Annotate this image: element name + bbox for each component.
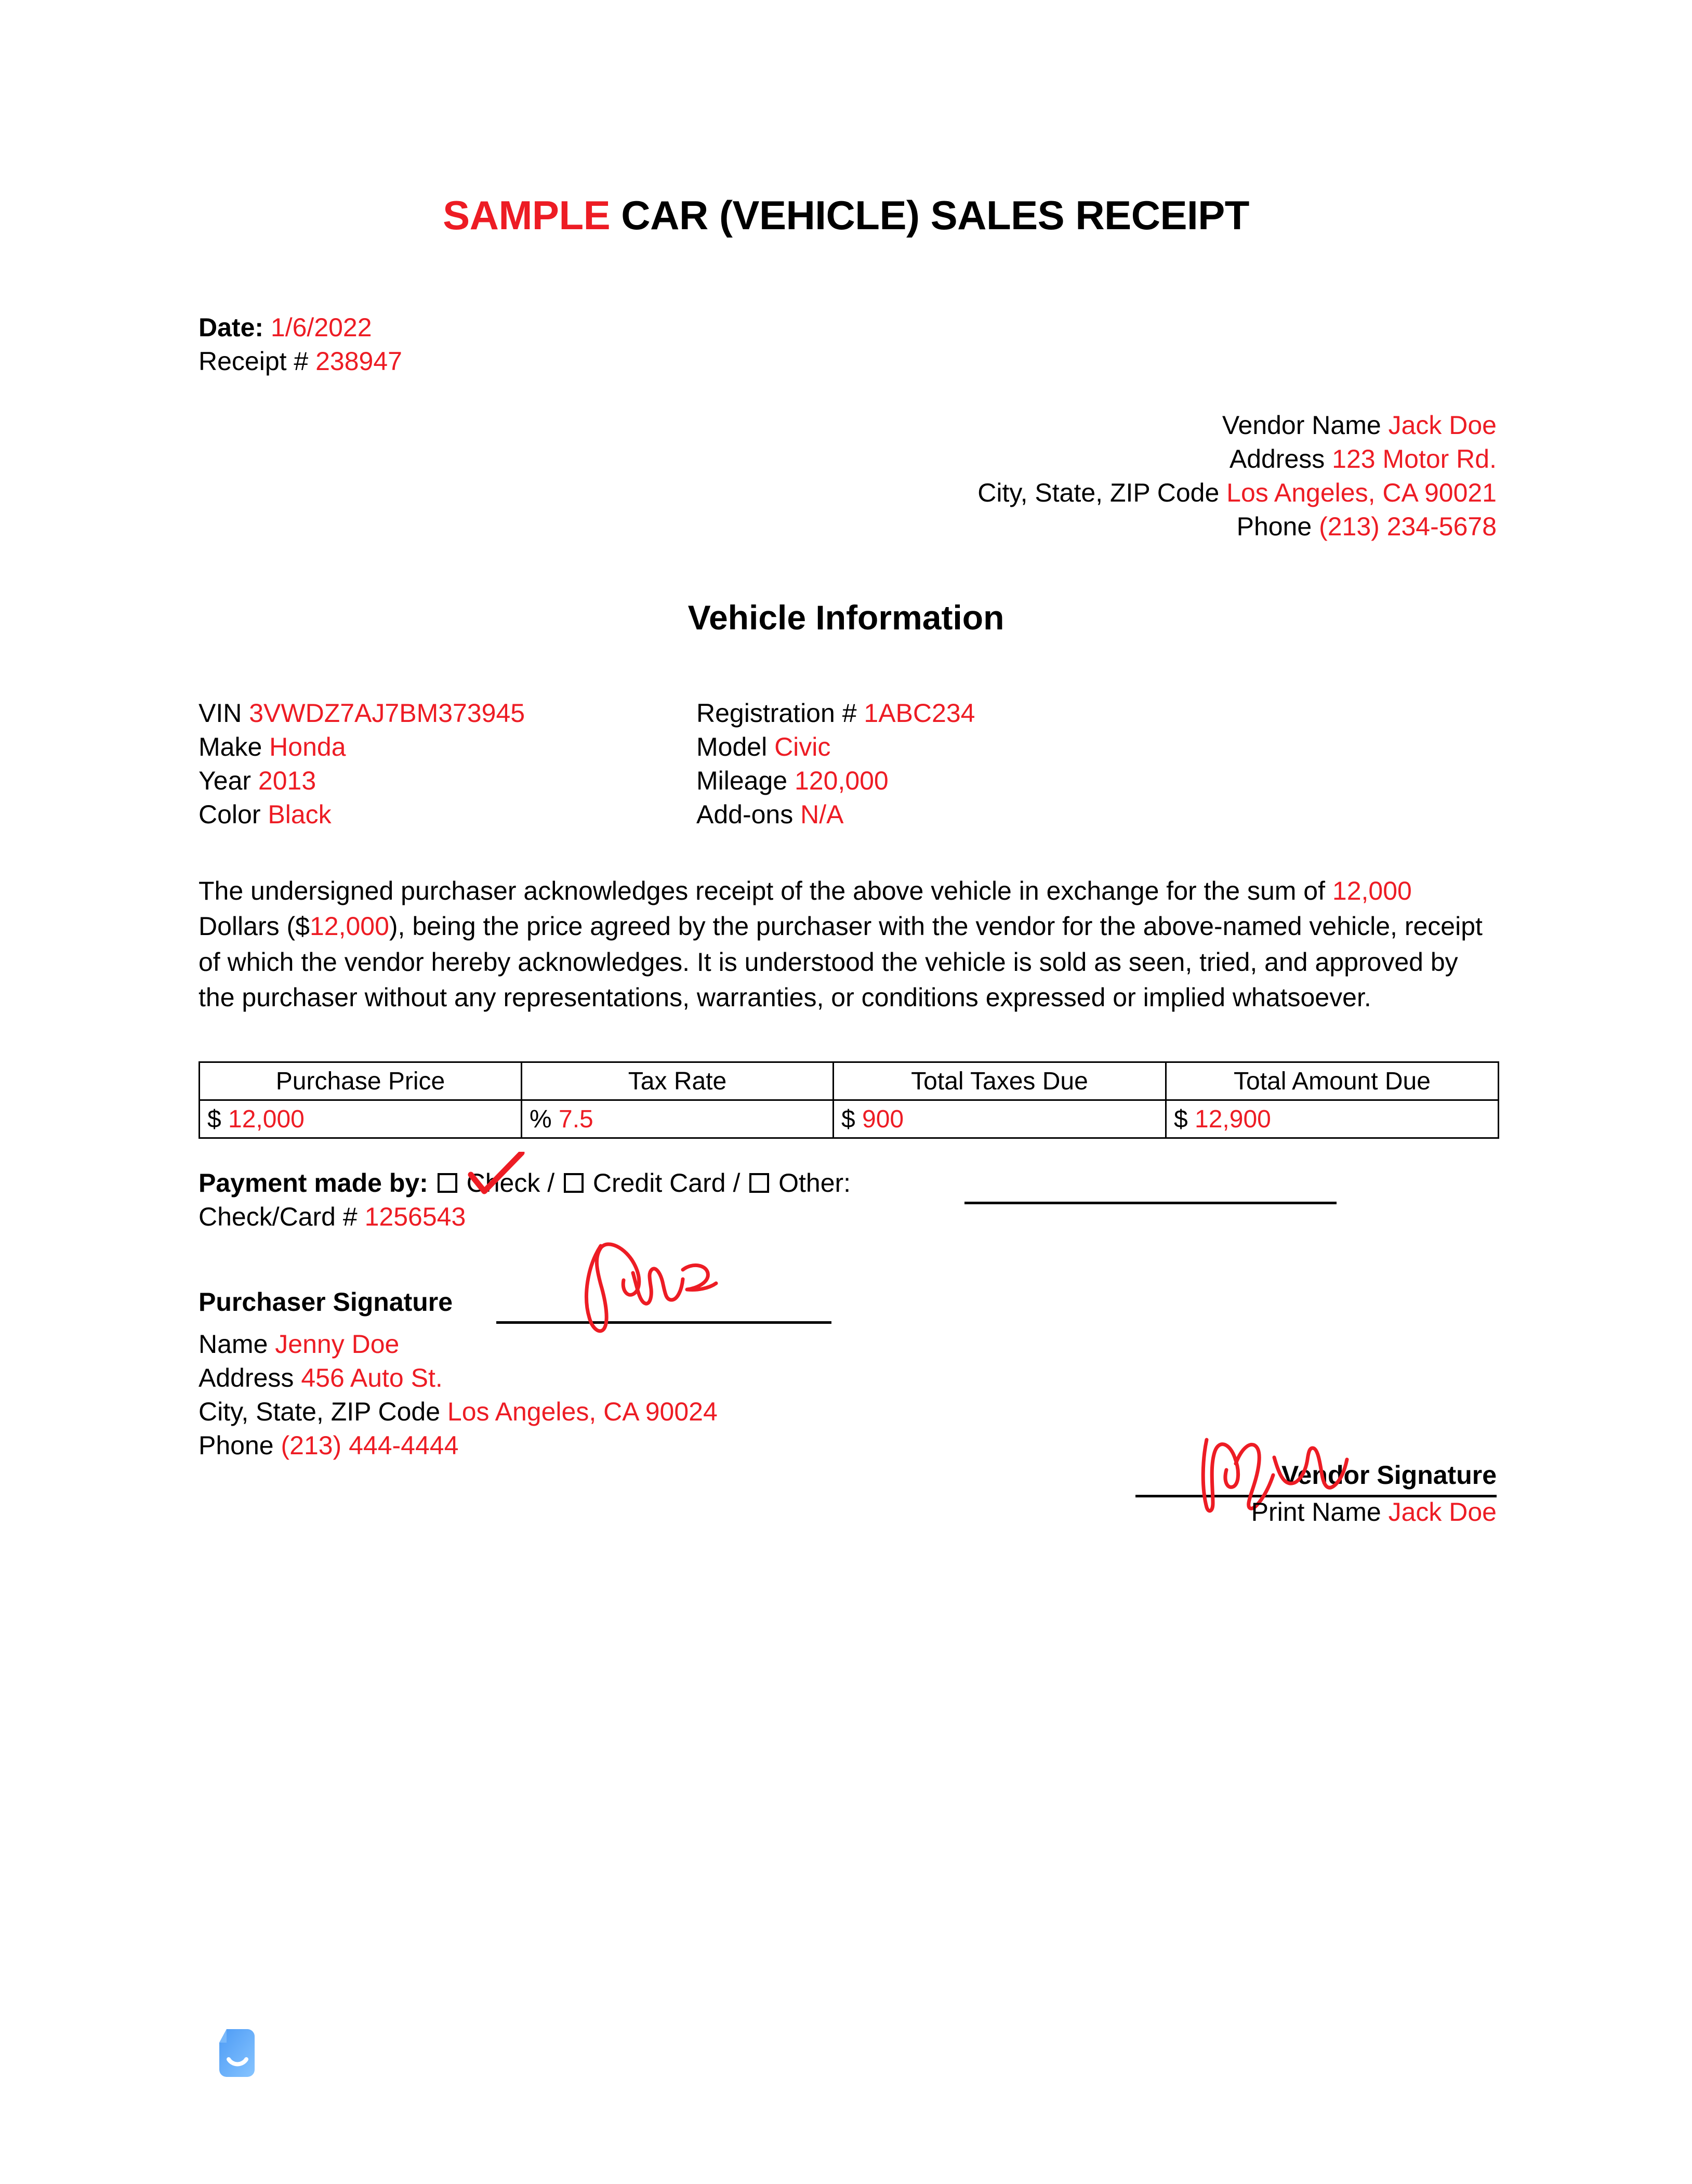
vendor-print-name-row: [769, 1497, 1497, 1527]
vendor-phone-label: Phone: [1236, 512, 1319, 541]
vendor-signature-block: [873, 1458, 1497, 1492]
purchaser-signature-label: Purchaser Signature: [199, 1287, 453, 1317]
vendor-address-row: [977, 442, 1497, 476]
purchaser-address-label: Address: [199, 1363, 301, 1392]
purchaser-signature-line[interactable]: [496, 1321, 831, 1324]
receipt-meta: [199, 311, 402, 378]
vendor-address-value: 123 Motor Rd.: [1332, 444, 1497, 473]
make-field: [199, 730, 696, 764]
make-label: Make: [199, 732, 270, 761]
option-check-label: Check /: [459, 1168, 562, 1198]
year-label: Year: [199, 766, 258, 795]
year-field: [199, 764, 696, 798]
vendor-name-row: [977, 409, 1497, 442]
payment-method-line: [199, 1166, 851, 1200]
color-field: [199, 798, 696, 832]
vin-field: [199, 696, 696, 730]
purchaser-city-value: Los Angeles, CA 90024: [447, 1397, 718, 1426]
date-value: 1/6/2022: [270, 313, 372, 342]
amounts-table: [199, 1061, 1499, 1139]
cell-total-amount-due: [1166, 1100, 1499, 1138]
vehicle-row-2: [199, 730, 1498, 764]
date-label: Date: [199, 313, 255, 342]
purchase-price-value: 12,000: [228, 1105, 305, 1133]
ack-part-3: ), being the price agreed by the purchaser with the vendor for the above-named vehicle, receipt of which the vendor hereby acknowledges. It is understood the vehicle is sold as seen, tried, and approved by the purchaser without any representations, warranties, or conditions expressed or implied whatsoever.: [199, 912, 1483, 1012]
purchaser-phone-row: [199, 1429, 718, 1463]
registration-field: [696, 696, 1498, 730]
vendor-city-value: Los Angeles, CA 90021: [1226, 478, 1497, 507]
purchaser-details-block: [199, 1327, 718, 1463]
cell-purchase-price: [200, 1100, 522, 1138]
model-label: Model: [696, 732, 775, 761]
addons-value: N/A: [800, 800, 844, 829]
vehicle-row-1: [199, 696, 1498, 730]
total-amount-symbol: $: [1174, 1105, 1195, 1133]
check-card-label: Check/Card #: [199, 1202, 365, 1231]
registration-value: 1ABC234: [864, 699, 975, 728]
payment-made-by-label: Payment made by: [199, 1168, 420, 1198]
purchaser-name-label: Name: [199, 1330, 275, 1359]
vendor-info-block: [977, 409, 1497, 544]
mileage-field: [696, 764, 1498, 798]
purchaser-address-row: [199, 1361, 718, 1395]
ack-part-1: The undersigned purchaser acknowledges receipt of the above vehicle in exchange for the sum of: [199, 876, 1332, 905]
page-title: [0, 193, 1692, 238]
vendor-city-row: [977, 476, 1497, 510]
vehicle-details-grid: [199, 696, 1498, 832]
purchaser-phone-value: (213) 444-4444: [281, 1431, 459, 1460]
other-payment-input-line[interactable]: [964, 1202, 1337, 1204]
vendor-signature-label: Vendor Signature: [1281, 1461, 1497, 1490]
check-card-value: 1256543: [364, 1202, 466, 1231]
date-separator: :: [255, 313, 271, 342]
title-sample-word: SAMPLE: [443, 192, 611, 238]
purchaser-name-row: [199, 1327, 718, 1361]
vendor-phone-row: [977, 510, 1497, 544]
vin-value: 3VWDZ7AJ7BM373945: [249, 699, 525, 728]
vendor-print-name-value: Jack Doe: [1388, 1497, 1497, 1527]
total-amount-value: 12,900: [1195, 1105, 1271, 1133]
receipt-number-row: [199, 345, 402, 378]
year-value: 2013: [258, 766, 316, 795]
tax-rate-value: 7.5: [559, 1105, 593, 1133]
purchaser-city-label: City, State, ZIP Code: [199, 1397, 447, 1426]
registration-label: Registration #: [696, 699, 864, 728]
model-value: Civic: [774, 732, 831, 761]
make-value: Honda: [269, 732, 346, 761]
payment-label-separator: :: [419, 1168, 435, 1198]
mileage-label: Mileage: [696, 766, 795, 795]
check-card-number-row: [199, 1202, 466, 1232]
vendor-address-label: Address: [1229, 444, 1332, 473]
addons-field: [696, 798, 1498, 832]
vendor-city-label: City, State, ZIP Code: [977, 478, 1227, 507]
cell-total-taxes-due: [834, 1100, 1166, 1138]
ack-amount-words: 12,000: [1332, 876, 1412, 905]
purchaser-city-row: [199, 1395, 718, 1429]
purchaser-phone-label: Phone: [199, 1431, 281, 1460]
acknowledgement-paragraph: [199, 873, 1498, 1015]
header-total-taxes-due: Total Taxes Due: [834, 1062, 1166, 1100]
ack-part-2: Dollars ($: [199, 912, 310, 941]
header-purchase-price: Purchase Price: [200, 1062, 522, 1100]
receipt-number-label: Receipt #: [199, 347, 316, 376]
table-header-row: [200, 1062, 1499, 1100]
vehicle-row-3: [199, 764, 1498, 798]
vendor-print-name-label: Print Name: [1251, 1497, 1389, 1527]
checkbox-check[interactable]: [438, 1173, 457, 1193]
checkbox-credit-card[interactable]: [564, 1173, 584, 1193]
vendor-name-label: Vendor Name: [1222, 411, 1389, 440]
color-value: Black: [268, 800, 332, 829]
purchase-price-symbol: $: [207, 1105, 229, 1133]
vin-label: VIN: [199, 699, 249, 728]
model-field: [696, 730, 1498, 764]
option-other-label: Other:: [771, 1168, 851, 1198]
color-label: Color: [199, 800, 268, 829]
mileage-value: 120,000: [795, 766, 889, 795]
title-rest: CAR (VEHICLE) SALES RECEIPT: [610, 192, 1249, 238]
vendor-name-value: Jack Doe: [1388, 411, 1497, 440]
vehicle-information-heading: Vehicle Information: [688, 598, 1004, 637]
table-row: [200, 1100, 1499, 1138]
vehicle-row-4: [199, 798, 1498, 832]
date-row: [199, 311, 402, 345]
addons-label: Add-ons: [696, 800, 801, 829]
receipt-number-value: 238947: [315, 347, 402, 376]
option-credit-card-label: Credit Card /: [586, 1168, 748, 1198]
purchaser-name-value: Jenny Doe: [275, 1330, 400, 1359]
purchaser-address-value: 456 Auto St.: [301, 1363, 443, 1392]
ack-amount-digits: 12,000: [309, 912, 389, 941]
document-smile-icon[interactable]: [208, 2022, 270, 2084]
checkbox-other[interactable]: [749, 1173, 769, 1193]
vendor-phone-value: (213) 234-5678: [1319, 512, 1497, 541]
tax-rate-symbol: %: [530, 1105, 559, 1133]
header-tax-rate: Tax Rate: [522, 1062, 834, 1100]
total-taxes-value: 900: [862, 1105, 904, 1133]
cell-tax-rate: [522, 1100, 834, 1138]
header-total-amount-due: Total Amount Due: [1166, 1062, 1499, 1100]
total-taxes-symbol: $: [841, 1105, 863, 1133]
